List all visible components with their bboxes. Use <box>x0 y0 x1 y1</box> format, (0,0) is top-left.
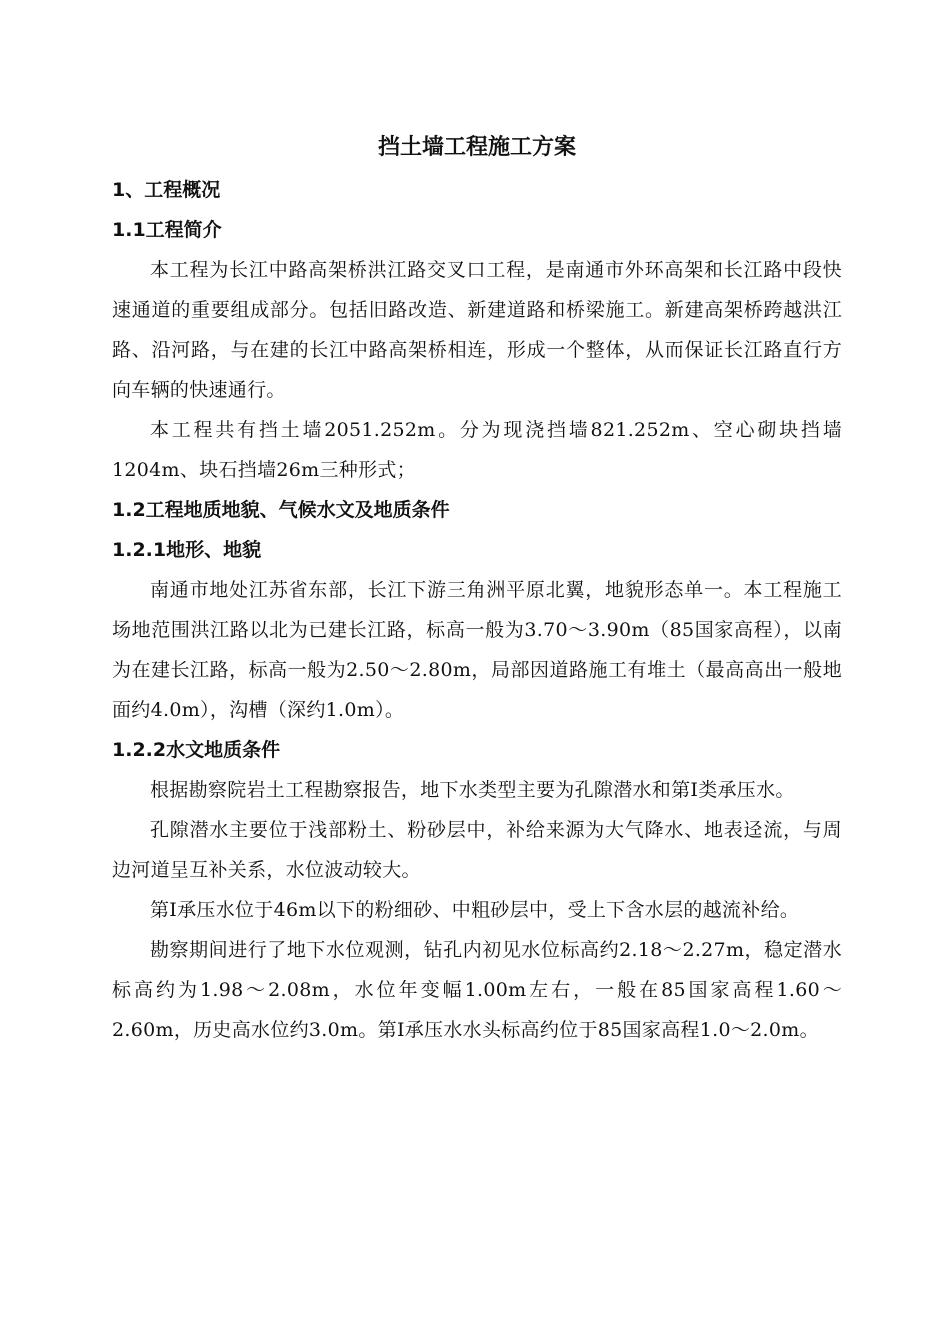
paragraph-phreatic-water: 孔隙潜水主要位于浅部粉土、粉砂层中，补给来源为大气降水、地表迳流，与周边河道呈互补关系，水位波动较大。 <box>112 819 842 881</box>
document-title: 挡土墙工程施工方案 <box>377 135 576 160</box>
heading-geology-climate-hydrology: 1.2工程地质地貌、气候水文及地质条件 <box>112 499 450 521</box>
heading-hydrogeology: 1.2.2水文地质条件 <box>112 739 281 761</box>
paragraph-terrain: 南通市地处江苏省东部，长江下游三角洲平原北翼，地貌形态单一。本工程施工场地范围洪江路以北为已建长江路，标高一般为3.70～3.90m（85国家高程），以南为在建长江路，标高一般为2.50～2.80m，局部因道路施工有堆土（最高高出一般地面约4.0m），沟槽（深约1.0m）。 <box>112 579 842 721</box>
heading-project-introduction: 1.1工程简介 <box>112 219 222 241</box>
paragraph-retaining-wall-quantity: 本工程共有挡土墙2051.252m。分为现浇挡墙821.252m、空心砌块挡墙1204m、块石挡墙26m三种形式； <box>112 419 842 481</box>
heading-terrain-landform: 1.2.1地形、地貌 <box>112 539 262 561</box>
paragraph-confined-water: 第Ⅰ承压水位于46m以下的粉细砂、中粗砂层中，受上下含水层的越流补给。 <box>150 899 800 921</box>
paragraph-water-level-observation: 勘察期间进行了地下水位观测，钻孔内初见水位标高约2.18～2.27m，稳定潜水标高约为1.98～2.08m，水位年变幅1.00m左右，一般在85国家高程1.60～2.60m，历史高水位约3.0m。第Ⅰ承压水水头标高约位于85国家高程1.0～2.0m。 <box>112 939 842 1041</box>
heading-project-overview: 1、工程概况 <box>112 179 221 201</box>
paragraph-project-description: 本工程为长江中路高架桥洪江路交叉口工程，是南通市外环高架和长江路中段快速通道的重要组成部分。包括旧路改造、新建道路和桥梁施工。新建高架桥跨越洪江路、沿河路，与在建的长江中路高架桥相连，形成一个整体，从而保证长江路直行方向车辆的快速通行。 <box>112 259 842 401</box>
document-body <box>112 126 842 1050</box>
paragraph-groundwater-type: 根据勘察院岩土工程勘察报告，地下水类型主要为孔隙潜水和第Ⅰ类承压水。 <box>150 779 795 801</box>
